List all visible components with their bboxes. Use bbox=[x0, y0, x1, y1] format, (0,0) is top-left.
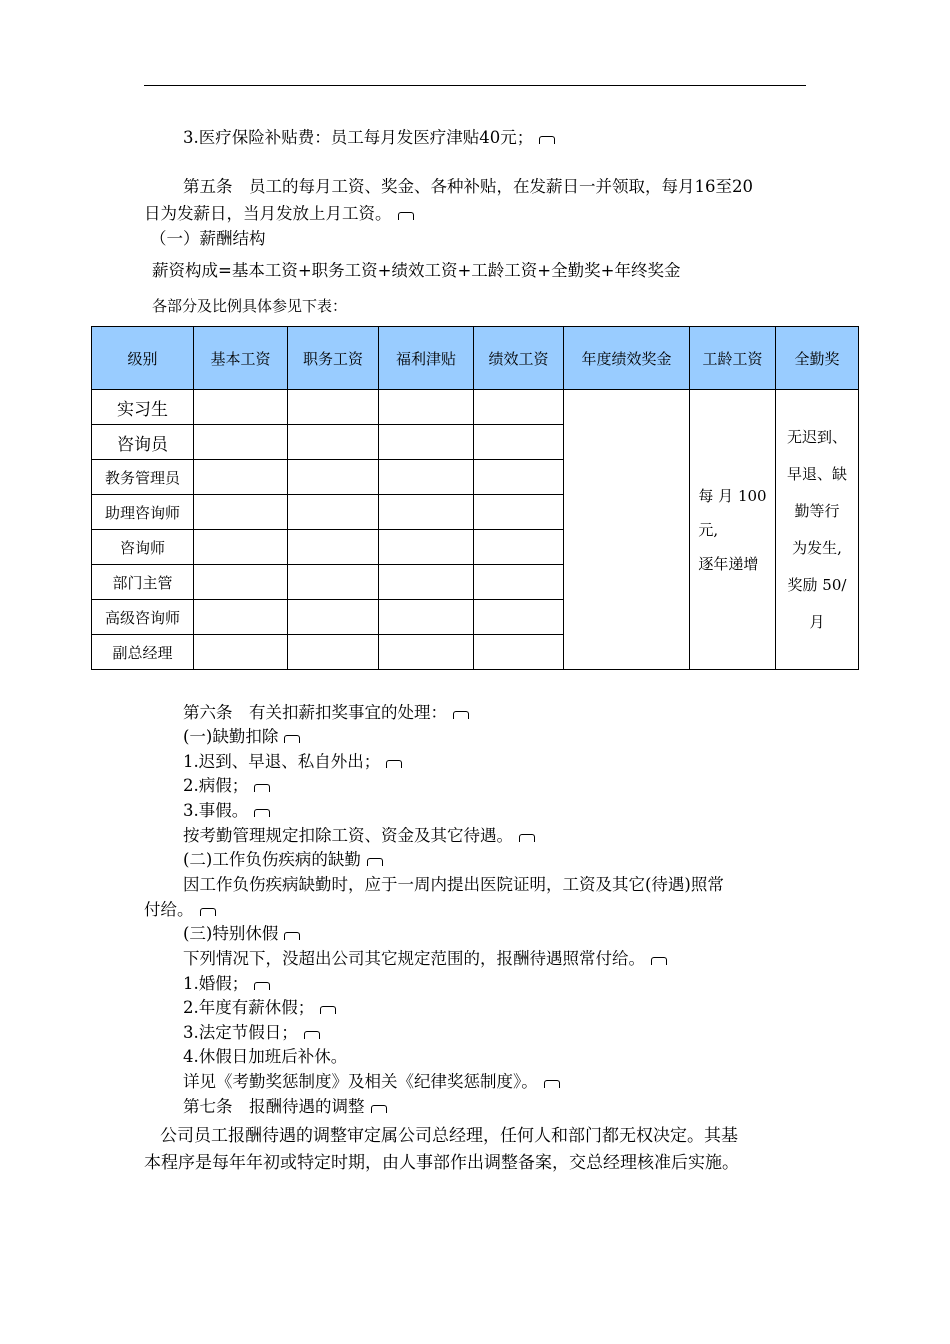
paragraph-mark-icon bbox=[519, 834, 535, 842]
table-row bbox=[92, 390, 859, 425]
level-cell: 咨询师 bbox=[92, 530, 194, 565]
level-cell: 高级咨询师 bbox=[92, 600, 194, 635]
level-cell: 咨询员 bbox=[92, 425, 194, 460]
attendance-line: 为发生, bbox=[792, 538, 842, 557]
level-cell: 助理咨询师 bbox=[92, 495, 194, 530]
seniority-pay-line: 元, bbox=[698, 520, 719, 539]
attendance-bonus-cell bbox=[776, 390, 859, 670]
seniority-pay-cell bbox=[690, 390, 776, 670]
list-item: 3.事假。 bbox=[183, 799, 270, 823]
table-cell bbox=[288, 460, 379, 495]
table-cell bbox=[288, 530, 379, 565]
table-cell bbox=[474, 635, 564, 670]
article7-title: 第七条 报酬待遇的调整 bbox=[183, 1095, 387, 1119]
paragraph-mark-icon bbox=[284, 932, 300, 940]
table-cell bbox=[194, 635, 288, 670]
seniority-pay-line: 每 月 100 bbox=[698, 486, 767, 505]
level-cell: 实习生 bbox=[92, 390, 194, 425]
table-cell bbox=[474, 390, 564, 425]
paragraph-mark-icon bbox=[539, 136, 555, 144]
table-cell bbox=[474, 495, 564, 530]
injury-rule-line1: 因工作负伤疾病缺勤时，应于一周内提出医院证明，工资及其它(待遇)照常 bbox=[183, 875, 724, 894]
article6-title: 第六条 有关扣薪扣奖事宜的处理： bbox=[183, 701, 469, 725]
injury-rule-line2: 付给。 bbox=[144, 898, 216, 922]
paragraph-medical: 3.医疗保险补贴费：员工每月发医疗津贴40元； bbox=[183, 126, 555, 150]
table-cell bbox=[288, 495, 379, 530]
seniority-pay-line: 逐年递增 bbox=[698, 554, 759, 573]
absence-deduction-heading: (一)缺勤扣除 bbox=[183, 725, 300, 749]
deduction-rule: 按考勤管理规定扣除工资、资金及其它待遇。 bbox=[183, 824, 535, 848]
table-cell bbox=[379, 600, 474, 635]
table-cell bbox=[288, 425, 379, 460]
attendance-bonus-text bbox=[776, 419, 858, 641]
paragraph-mark-icon bbox=[254, 809, 270, 817]
header-seniority-pay: 工龄工资 bbox=[690, 327, 776, 390]
table-cell bbox=[474, 425, 564, 460]
attendance-line: 无迟到、 bbox=[786, 427, 847, 446]
reference-note: 详见《考勤奖惩制度》及相关《纪律奖惩制度》。 bbox=[183, 1070, 560, 1094]
table-cell bbox=[474, 460, 564, 495]
list-item: 1.迟到、早退、私自外出； bbox=[183, 750, 402, 774]
paragraph-mark-icon bbox=[544, 1080, 560, 1088]
paragraph-mark-icon bbox=[284, 735, 300, 743]
level-cell: 副总经理 bbox=[92, 635, 194, 670]
table-cell bbox=[379, 390, 474, 425]
paragraph-mark-icon bbox=[386, 760, 402, 768]
salary-formula: 薪资构成=基本工资+职务工资+绩效工资+工龄工资+全勤奖+年终奖金 bbox=[152, 261, 681, 280]
table-cell bbox=[474, 600, 564, 635]
table-cell bbox=[379, 565, 474, 600]
article5-line1: 第五条 员工的每月工资、奖金、各种补贴，在发薪日一并领取，每月16至20 bbox=[183, 177, 753, 196]
table-cell bbox=[194, 460, 288, 495]
paragraph-mark-icon bbox=[200, 908, 216, 916]
table-cell bbox=[288, 600, 379, 635]
table-cell bbox=[194, 530, 288, 565]
header-attendance-bonus: 全勤奖 bbox=[776, 327, 859, 390]
paragraph-mark-icon bbox=[254, 784, 270, 792]
list-item: 3.法定节假日； bbox=[183, 1021, 320, 1045]
table-cell bbox=[288, 635, 379, 670]
table-cell bbox=[474, 530, 564, 565]
section-salary-structure: （一）薪酬结构 bbox=[150, 229, 266, 248]
list-item: 2.病假； bbox=[183, 774, 270, 798]
table-intro: 各部分及比例具体参见下表： bbox=[152, 297, 348, 315]
table-cell bbox=[194, 390, 288, 425]
article7-body-line2: 本程序是每年年初或特定时期，由人事部作出调整备案，交总经理核准后实施。 bbox=[144, 1153, 739, 1173]
table-cell bbox=[194, 600, 288, 635]
paragraph-mark-icon bbox=[367, 858, 383, 866]
article5-line2: 日为发薪日，当月发放上月工资。 bbox=[144, 202, 414, 226]
table-cell bbox=[379, 425, 474, 460]
level-cell: 部门主管 bbox=[92, 565, 194, 600]
table-header-row bbox=[92, 327, 859, 390]
salary-table bbox=[91, 326, 859, 670]
header-annual-bonus: 年度绩效奖金 bbox=[564, 327, 690, 390]
paragraph-mark-icon bbox=[453, 711, 469, 719]
table-cell bbox=[379, 495, 474, 530]
annual-bonus-cell bbox=[564, 390, 690, 670]
header-performance-salary: 绩效工资 bbox=[474, 327, 564, 390]
table-cell bbox=[194, 495, 288, 530]
list-item: 1.婚假； bbox=[183, 972, 270, 996]
table-cell bbox=[379, 530, 474, 565]
table-cell bbox=[288, 565, 379, 600]
table-cell bbox=[379, 460, 474, 495]
table-cell bbox=[379, 635, 474, 670]
header-welfare-allowance: 福利津贴 bbox=[379, 327, 474, 390]
special-leave-rule: 下列情况下，没超出公司其它规定范围的，报酬待遇照常付给。 bbox=[183, 947, 667, 971]
table-cell bbox=[474, 565, 564, 600]
header-level: 级别 bbox=[92, 327, 194, 390]
attendance-line: 奖励 50/ bbox=[787, 575, 847, 594]
attendance-line: 月 bbox=[809, 612, 825, 631]
special-leave-heading: (三)特别休假 bbox=[183, 922, 300, 946]
paragraph-mark-icon bbox=[371, 1105, 387, 1113]
header-rule bbox=[144, 85, 806, 86]
header-base-salary: 基本工资 bbox=[194, 327, 288, 390]
table-cell bbox=[288, 390, 379, 425]
article7-body-line1: 公司员工报酬待遇的调整审定属公司总经理，任何人和部门都无权决定。其基 bbox=[160, 1126, 738, 1146]
header-position-salary: 职务工资 bbox=[288, 327, 379, 390]
seniority-pay-text bbox=[698, 479, 766, 581]
paragraph-mark-icon bbox=[304, 1031, 320, 1039]
attendance-line: 勤等行 bbox=[794, 501, 840, 520]
list-item: 2.年度有薪休假； bbox=[183, 996, 336, 1020]
paragraph-mark-icon bbox=[398, 212, 414, 220]
level-cell: 教务管理员 bbox=[92, 460, 194, 495]
table-cell bbox=[194, 565, 288, 600]
table-cell bbox=[194, 425, 288, 460]
paragraph-mark-icon bbox=[651, 957, 667, 965]
list-item: 4.休假日加班后补休。 bbox=[183, 1047, 348, 1066]
attendance-line: 早退、缺 bbox=[786, 464, 847, 483]
paragraph-mark-icon bbox=[320, 1006, 336, 1014]
injury-absence-heading: (二)工作负伤疾病的缺勤 bbox=[183, 848, 383, 872]
paragraph-mark-icon bbox=[254, 982, 270, 990]
